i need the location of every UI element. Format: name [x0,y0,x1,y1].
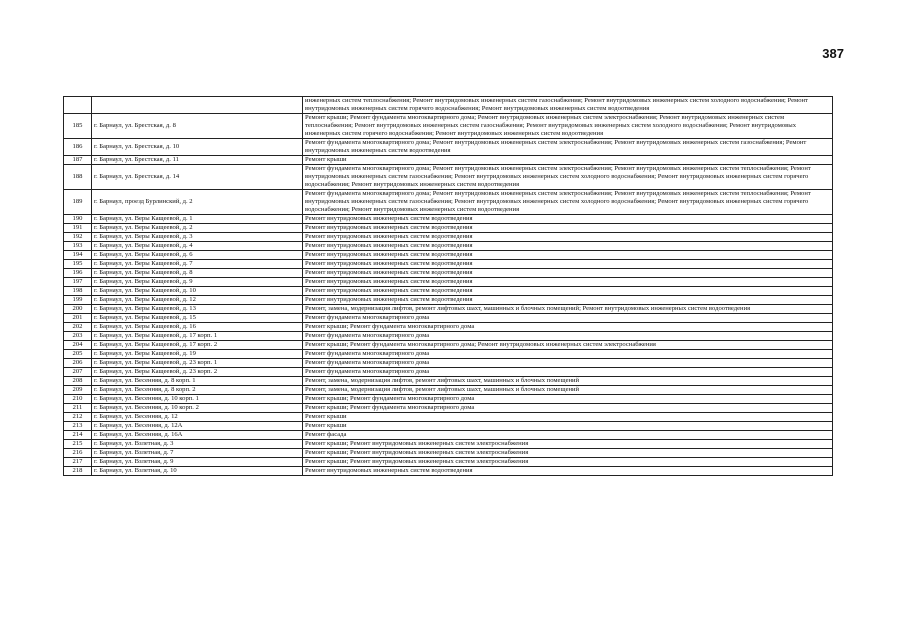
row-number-cell: 207 [64,368,92,377]
row-number-cell: 189 [64,190,92,215]
row-number-cell: 186 [64,139,92,156]
work-type-cell: Ремонт крыши; Ремонт фундамента многоквартирного дома; Ремонт внутридомовых инженерных систем электроснабжения [303,341,833,350]
table-row [64,260,833,269]
address-cell: г. Барнаул, ул. Веры Кащеевой, д. 13 [92,305,303,314]
table-row [64,467,833,476]
address-cell: г. Барнаул, ул. Веры Кащеевой, д. 10 [92,287,303,296]
repair-table-container [63,96,832,476]
table-row [64,287,833,296]
table-row [64,386,833,395]
page-number: 387 [822,46,844,61]
address-cell: г. Барнаул, ул. Веры Кащеевой, д. 6 [92,251,303,260]
address-cell: г. Барнаул, ул. Весенняя, д. 12 [92,413,303,422]
address-cell: г. Барнаул, ул. Веры Кащеевой, д. 19 [92,350,303,359]
table-body [64,97,833,476]
work-type-cell: Ремонт внутридомовых инженерных систем водоотведения [303,260,833,269]
work-type-cell: Ремонт фундамента многоквартирного дома; Ремонт внутридомовых инженерных систем электроснабжения; Ремонт внутридомовых инженерных систем теплоснабжения; Ремонт внутридомовых инженерных систем газоснабжения; Ремонт внутридомовых инженерных систем холодного водоснабжения; Ремонт внутридомовых инженерных систем горячего водоснабжения; Ремонт внутридомовых инженерных систем водоотведения [303,190,833,215]
table-row [64,139,833,156]
row-number-cell: 209 [64,386,92,395]
address-cell: г. Барнаул, ул. Весенняя, д. 12А [92,422,303,431]
row-number-cell: 216 [64,449,92,458]
table-row [64,97,833,114]
work-type-cell: Ремонт крыши; Ремонт внутридомовых инженерных систем электроснабжения [303,449,833,458]
work-type-cell: Ремонт, замена, модернизация лифтов, ремонт лифтовых шахт, машинных и блочных помещений [303,377,833,386]
table-row [64,269,833,278]
row-number-cell: 188 [64,165,92,190]
work-type-cell: Ремонт внутридомовых инженерных систем водоотведения [303,251,833,260]
address-cell: г. Барнаул, ул. Веры Кащеевой, д. 1 [92,215,303,224]
address-cell: г. Барнаул, ул. Веры Кащеевой, д. 15 [92,314,303,323]
row-number-cell: 198 [64,287,92,296]
work-type-cell: Ремонт внутридомовых инженерных систем водоотведения [303,467,833,476]
table-row [64,242,833,251]
table-row [64,440,833,449]
address-cell: г. Барнаул, ул. Взлетная, д. 7 [92,449,303,458]
table-row [64,350,833,359]
address-cell [92,97,303,114]
work-type-cell: Ремонт крыши [303,413,833,422]
address-cell: г. Барнаул, ул. Весенняя, д. 8 корп. 2 [92,386,303,395]
row-number-cell: 193 [64,242,92,251]
work-type-cell: Ремонт крыши; Ремонт внутридомовых инженерных систем электроснабжения [303,458,833,467]
work-type-cell: Ремонт, замена, модернизация лифтов, ремонт лифтовых шахт, машинных и блочных помещений [303,386,833,395]
row-number-cell: 205 [64,350,92,359]
table-row [64,323,833,332]
table-row [64,449,833,458]
address-cell: г. Барнаул, ул. Веры Кащеевой, д. 16 [92,323,303,332]
row-number-cell: 194 [64,251,92,260]
work-type-cell: Ремонт фундамента многоквартирного дома [303,314,833,323]
address-cell: г. Барнаул, ул. Взлетная, д. 9 [92,458,303,467]
table-row [64,422,833,431]
row-number-cell: 187 [64,156,92,165]
table-row [64,413,833,422]
row-number-cell: 211 [64,404,92,413]
address-cell: г. Барнаул, проезд Бурлинский, д. 2 [92,190,303,215]
work-type-cell: Ремонт крыши [303,422,833,431]
row-number-cell: 199 [64,296,92,305]
address-cell: г. Барнаул, ул. Веры Кащеевой, д. 3 [92,233,303,242]
address-cell: г. Барнаул, ул. Брестская, д. 11 [92,156,303,165]
table-row [64,251,833,260]
row-number-cell: 201 [64,314,92,323]
address-cell: г. Барнаул, ул. Веры Кащеевой, д. 8 [92,269,303,278]
row-number-cell: 217 [64,458,92,467]
table-row [64,224,833,233]
work-type-cell: Ремонт фундамента многоквартирного дома; Ремонт внутридомовых инженерных систем электроснабжения; Ремонт внутридомовых инженерных систем теплоснабжения; Ремонт внутридомовых инженерных систем газоснабжения; Ремонт внутридомовых инженерных систем холодного водоснабжения; Ремонт внутридомовых инженерных систем горячего водоснабжения; Ремонт внутридомовых инженерных систем водоотведения [303,165,833,190]
work-type-cell: Ремонт крыши; Ремонт фундамента многоквартирного дома [303,323,833,332]
work-type-cell: Ремонт внутридомовых инженерных систем водоотведения [303,287,833,296]
address-cell: г. Барнаул, ул. Брестская, д. 14 [92,165,303,190]
address-cell: г. Барнаул, ул. Веры Кащеевой, д. 2 [92,224,303,233]
row-number-cell: 208 [64,377,92,386]
address-cell: г. Барнаул, ул. Веры Кащеевой, д. 17 корп. 2 [92,341,303,350]
row-number-cell: 185 [64,114,92,139]
address-cell: г. Барнаул, ул. Весенняя, д. 16А [92,431,303,440]
address-cell: г. Барнаул, ул. Веры Кащеевой, д. 7 [92,260,303,269]
row-number-cell: 195 [64,260,92,269]
work-type-cell: Ремонт крыши; Ремонт внутридомовых инженерных систем электроснабжения [303,440,833,449]
address-cell: г. Барнаул, ул. Веры Кащеевой, д. 4 [92,242,303,251]
work-type-cell: Ремонт, замена, модернизация лифтов, ремонт лифтовых шахт, машинных и блочных помещений; Ремонт внутридомовых инженерных систем водоотведения [303,305,833,314]
table-row [64,305,833,314]
address-cell: г. Барнаул, ул. Весенняя, д. 10 корп. 1 [92,395,303,404]
row-number-cell: 204 [64,341,92,350]
address-cell: г. Барнаул, ул. Веры Кащеевой, д. 9 [92,278,303,287]
table-row [64,377,833,386]
address-cell: г. Барнаул, ул. Взлетная, д. 10 [92,467,303,476]
table-row [64,278,833,287]
address-cell: г. Барнаул, ул. Веры Кащеевой, д. 23 корп. 1 [92,359,303,368]
work-type-cell: инженерных систем теплоснабжения; Ремонт внутридомовых инженерных систем газоснабжения; Ремонт внутридомовых инженерных систем холодного водоснабжения; Ремонт внутридомовых инженерных систем горячего водоснабжения; Ремонт внутридомовых инженерных систем водоотведения [303,97,833,114]
work-type-cell: Ремонт фундамента многоквартирного дома [303,368,833,377]
work-type-cell: Ремонт фундамента многоквартирного дома; Ремонт внутридомовых инженерных систем электроснабжения; Ремонт внутридомовых инженерных систем газоснабжения; Ремонт внутридомовых инженерных систем водоотведения [303,139,833,156]
table-row [64,165,833,190]
row-number-cell: 190 [64,215,92,224]
work-type-cell: Ремонт внутридомовых инженерных систем водоотведения [303,242,833,251]
table-row [64,458,833,467]
work-type-cell: Ремонт крыши [303,156,833,165]
row-number-cell: 213 [64,422,92,431]
address-cell: г. Барнаул, ул. Весенняя, д. 10 корп. 2 [92,404,303,413]
work-type-cell: Ремонт фундамента многоквартирного дома [303,332,833,341]
work-type-cell: Ремонт крыши; Ремонт фундамента многоквартирного дома; Ремонт внутридомовых инженерных систем электроснабжения; Ремонт внутридомовых инженерных систем теплоснабжения; Ремонт внутридомовых инженерных систем газоснабжения; Ремонт внутридомовых инженерных систем холодного водоснабжения; Ремонт внутридомовых инженерных систем горячего водоснабжения; Ремонт внутридомовых инженерных систем водоотведения [303,114,833,139]
address-cell: г. Барнаул, ул. Взлетная, д. 3 [92,440,303,449]
address-cell: г. Барнаул, ул. Весенняя, д. 8 корп. 1 [92,377,303,386]
table-row [64,332,833,341]
work-type-cell: Ремонт внутридомовых инженерных систем водоотведения [303,224,833,233]
table-row [64,404,833,413]
row-number-cell: 202 [64,323,92,332]
work-type-cell: Ремонт фасада [303,431,833,440]
address-cell: г. Барнаул, ул. Брестская, д. 10 [92,139,303,156]
table-row [64,431,833,440]
table-row [64,233,833,242]
work-type-cell: Ремонт внутридомовых инженерных систем водоотведения [303,269,833,278]
address-cell: г. Барнаул, ул. Веры Кащеевой, д. 17 корп. 1 [92,332,303,341]
work-type-cell: Ремонт внутридомовых инженерных систем водоотведения [303,215,833,224]
work-type-cell: Ремонт внутридомовых инженерных систем водоотведения [303,296,833,305]
table-row [64,359,833,368]
row-number-cell: 197 [64,278,92,287]
address-cell: г. Барнаул, ул. Веры Кащеевой, д. 23 корп. 2 [92,368,303,377]
row-number-cell: 218 [64,467,92,476]
work-type-cell: Ремонт внутридомовых инженерных систем водоотведения [303,233,833,242]
table-row [64,341,833,350]
row-number-cell: 203 [64,332,92,341]
work-type-cell: Ремонт крыши; Ремонт фундамента многоквартирного дома [303,395,833,404]
repair-table [63,96,833,476]
table-row [64,368,833,377]
row-number-cell: 214 [64,431,92,440]
work-type-cell: Ремонт внутридомовых инженерных систем водоотведения [303,278,833,287]
row-number-cell: 206 [64,359,92,368]
table-row [64,215,833,224]
table-row [64,156,833,165]
row-number-cell: 192 [64,233,92,242]
table-row [64,296,833,305]
table-row [64,114,833,139]
row-number-cell [64,97,92,114]
table-row [64,395,833,404]
row-number-cell: 215 [64,440,92,449]
work-type-cell: Ремонт фундамента многоквартирного дома [303,359,833,368]
work-type-cell: Ремонт крыши; Ремонт фундамента многоквартирного дома [303,404,833,413]
row-number-cell: 200 [64,305,92,314]
table-row [64,314,833,323]
row-number-cell: 210 [64,395,92,404]
row-number-cell: 191 [64,224,92,233]
address-cell: г. Барнаул, ул. Веры Кащеевой, д. 12 [92,296,303,305]
table-row [64,190,833,215]
row-number-cell: 196 [64,269,92,278]
row-number-cell: 212 [64,413,92,422]
address-cell: г. Барнаул, ул. Брестская, д. 8 [92,114,303,139]
work-type-cell: Ремонт фундамента многоквартирного дома [303,350,833,359]
